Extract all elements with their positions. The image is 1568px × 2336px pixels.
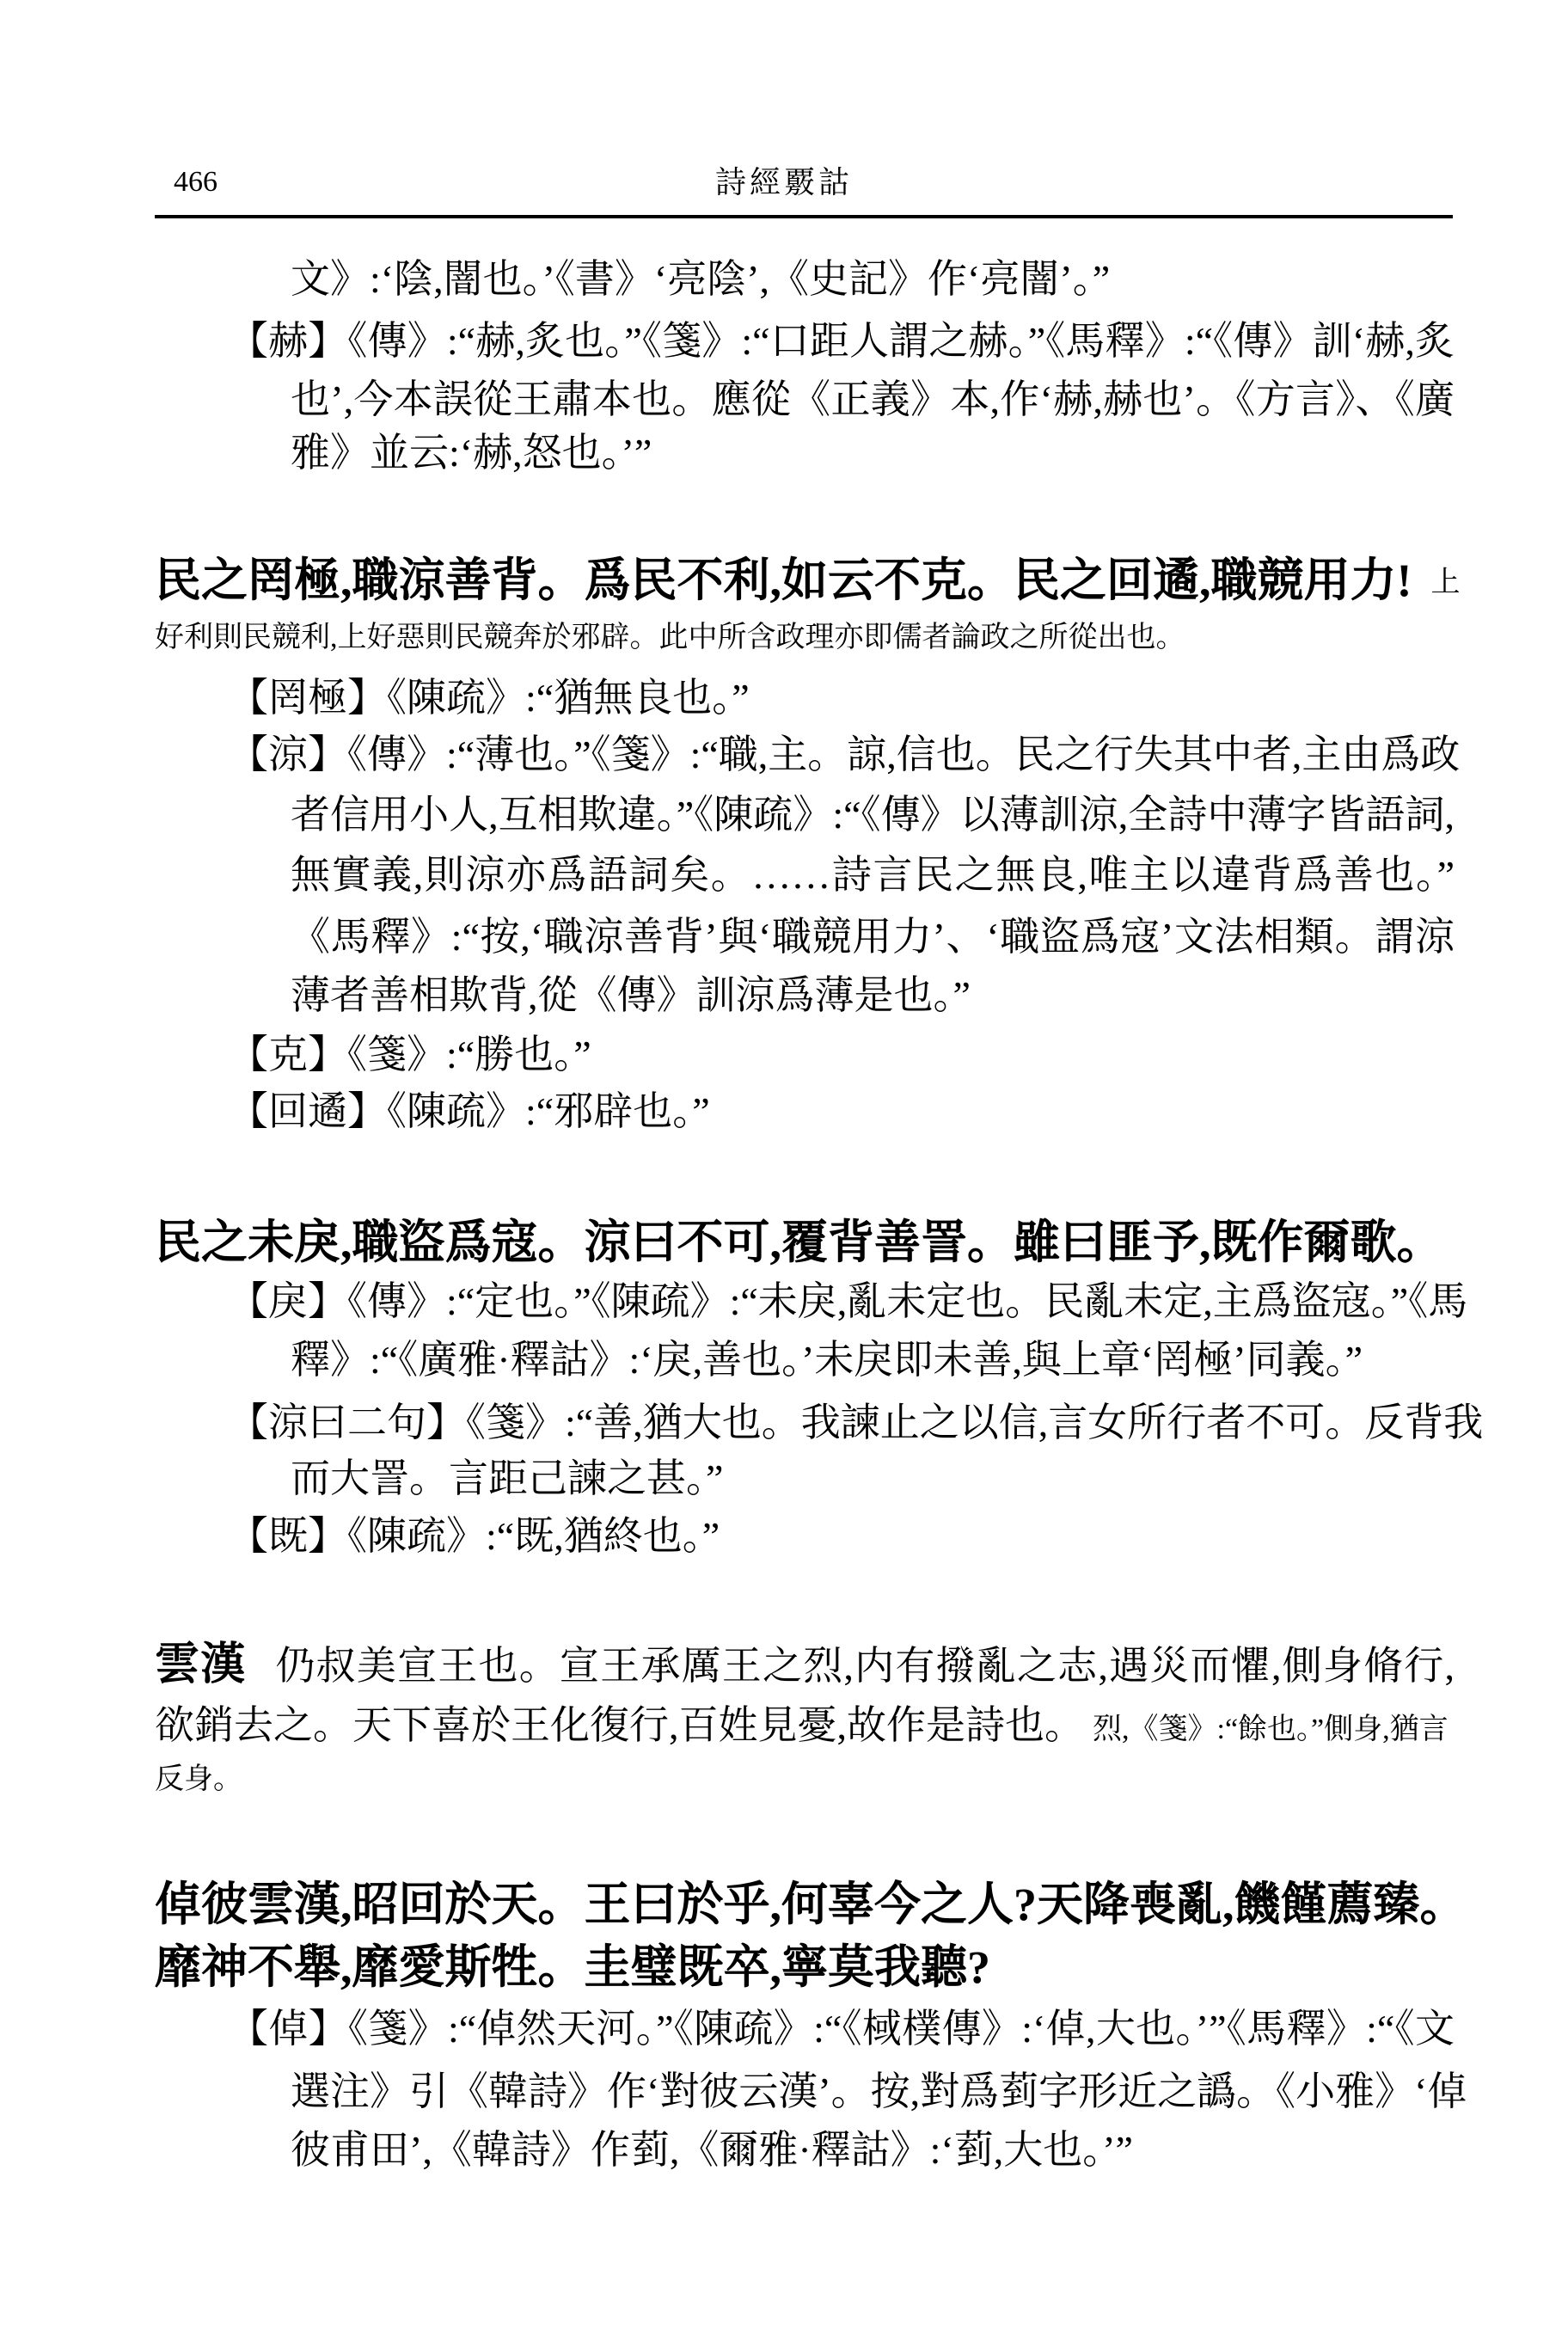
preface-inline-note: 烈,《箋》:“餘也。”側身,猶言 xyxy=(1093,1714,1449,1745)
verse-line xyxy=(155,555,1460,608)
section-preface-line xyxy=(155,1703,1449,1752)
page-number: 466 xyxy=(174,166,217,198)
verse-line: 民之未戾,職盜爲寇。涼曰不可,覆背善詈。雖曰匪予,既作爾歌。 xyxy=(155,1217,1443,1268)
annotation-continuation-line: 選注》引《韓詩》作‘對彼云漢’。按,對爲菿字形近之譌。《小雅》‘倬 xyxy=(291,2069,1467,2113)
verse-line: 倬彼雲漢,昭回於天。王曰於乎,何辜今之人?天降喪亂,饑饉薦臻。 xyxy=(155,1879,1467,1930)
annotation-continuation-line: 薄者善相欺背,從《傳》訓涼爲薄是也。” xyxy=(291,973,971,1017)
header-rule xyxy=(155,215,1453,218)
annotation-term-line: 【戾】《傳》:“定也。”《陳疏》:“未戾,亂未定也。民亂未定,主爲盜寇。”《馬 xyxy=(229,1279,1468,1323)
gloss-note-line: 好利則民競利,上好惡則民競奔於邪辟。此中所含政理亦即儒者論政之所從出也。 xyxy=(155,622,1185,653)
annotation-term-line: 【涼】《傳》:“薄也。”《箋》:“職,主。諒,信也。民之行失其中者,主由爲政 xyxy=(229,733,1461,776)
verse-line: 靡神不舉,靡愛斯牲。圭璧既卒,寧莫我聽? xyxy=(155,1941,990,1993)
annotation-term-line: 【涼曰二句】《箋》:“善,猶大也。我諫止之以信,言女所行者不可。反背我 xyxy=(229,1401,1484,1444)
annotation-continuation-line: 彼甫田’,《韓詩》作菿,《爾雅·釋詁》:‘菿,大也。’” xyxy=(291,2128,1133,2172)
annotation-continuation-line: 釋》:“《廣雅·釋詁》:‘戾,善也。’未戾即未善,與上章‘罔極’同義。” xyxy=(291,1338,1363,1382)
preface-note-line: 反身。 xyxy=(155,1763,242,1795)
section-preface-text: 欲銷去之。天下喜於王化復行,百姓見憂,故作是詩也。 xyxy=(155,1703,1084,1747)
section-title: 雲漢 xyxy=(155,1640,247,1689)
annotation-continuation-line: 文》:‘陰,闇也。’《書》‘亮陰’,《史記》作‘亮闇’。” xyxy=(291,257,1111,301)
annotation-term-line: 【回遹】《陳疏》:“邪辟也。” xyxy=(229,1089,710,1133)
annotation-continuation-line: 而大詈。言距己諫之甚。” xyxy=(291,1456,724,1500)
book-title: 詩經覈詁 xyxy=(714,165,853,199)
annotation-term-line: 【罔極】《陳疏》:“猶無良也。” xyxy=(229,676,750,720)
verse-inline-note: 上 xyxy=(1430,567,1461,598)
annotation-continuation-line: 也’,今本誤從王肅本也。應從《正義》本,作‘赫,赫也’。《方言》、《廣 xyxy=(291,377,1455,421)
annotation-continuation-line: 無實義,則涼亦爲語詞矣。……詩言民之無良,唯主以違背爲善也。” xyxy=(291,853,1455,897)
annotation-term-line: 【克】《箋》:“勝也。” xyxy=(229,1033,591,1076)
annotation-term-line: 【既】《陳疏》:“既,猶終也。” xyxy=(229,1514,720,1558)
verse-text: 民之罔極,職涼善背。爲民不利,如云不克。民之回遹,職競用力! xyxy=(155,555,1412,606)
annotation-continuation-line: 《馬釋》:“按,‘職涼善背’與‘職競用力’、‘職盜爲寇’文法相類。謂涼 xyxy=(291,915,1455,959)
section-preface-text: 仍叔美宣王也。宣王承厲王之烈,内有撥亂之志,遇災而懼,側身脩行, xyxy=(275,1644,1455,1688)
annotation-continuation-line: 者信用小人,互相欺違。”《陳疏》:“《傳》以薄訓涼,全詩中薄字皆語詞, xyxy=(291,793,1455,837)
annotation-term-line: 【赫】《傳》:“赫,炙也。”《箋》:“口距人謂之赫。”《馬釋》:“《傳》訓‘赫,炙 xyxy=(229,319,1455,363)
annotation-term-line: 【倬】《箋》:“倬然天河。”《陳疏》:“《棫樸傳》:‘倬,大也。’”《馬釋》:“《文 xyxy=(229,2007,1455,2051)
section-header-line xyxy=(155,1640,1455,1689)
annotation-continuation-line: 雅》並云:‘赫,怒也。’” xyxy=(291,431,652,475)
